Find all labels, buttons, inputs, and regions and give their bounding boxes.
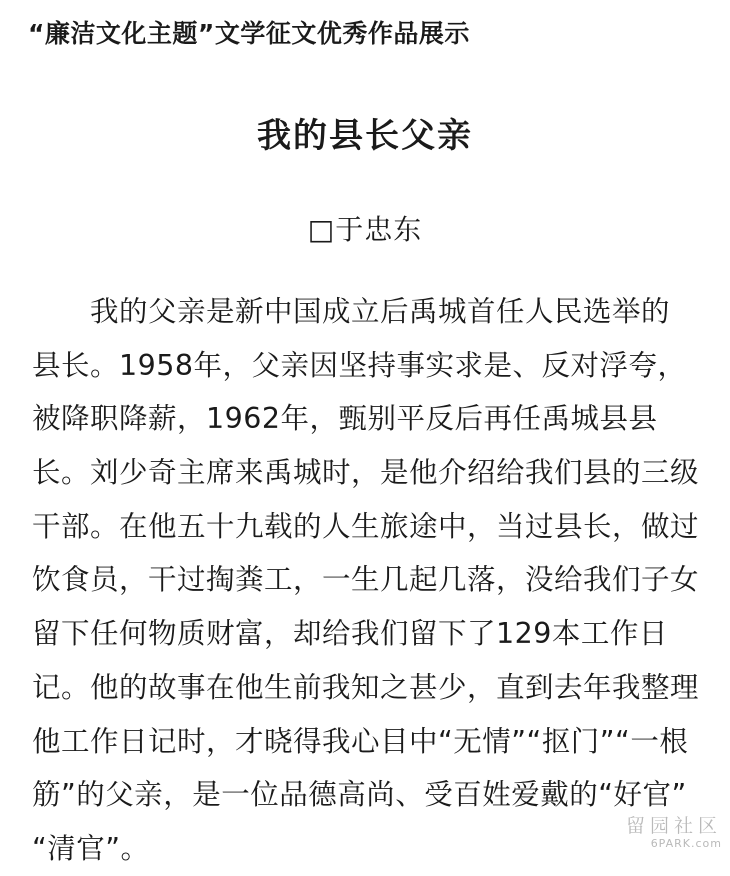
body-line: 饮食员，干过掏粪工，一生几起几落，没给我们子女 — [32, 563, 700, 597]
body-line: “清官”。 — [32, 831, 150, 865]
body-line: 长。刘少奇主席来禹城时，是他介绍给我们县的三级 — [32, 456, 700, 490]
body-line: 我的父亲是新中国成立后禹城首任人民选举的 — [90, 295, 671, 328]
article-body — [32, 285, 702, 876]
site-watermark — [626, 817, 722, 849]
body-line: 他工作日记时，才晓得我心目中“无情”“抠门”“一根 — [32, 724, 689, 758]
body-line: 留下任何物质财富，却给我们留下了129本工作日 — [32, 617, 668, 651]
article-title: 我的县长父亲 — [257, 116, 473, 156]
body-line: 干部。在他五十九载的人生旅途中，当过县长，做过 — [32, 509, 700, 543]
watermark-chinese: 留园社区 — [625, 815, 722, 837]
series-header: “廉洁文化主题”文学征文优秀作品展示 — [28, 19, 470, 48]
body-line: 记。他的故事在他生前我知之甚少，直到去年我整理 — [32, 670, 700, 704]
body-line: 县长。1958年，父亲因坚持事实求是、反对浮夸， — [32, 348, 687, 382]
author-byline: □于忠东 — [307, 213, 423, 246]
body-line: 被降职降薪，1962年，甄别平反后再任禹城县县 — [32, 402, 658, 436]
watermark-domain: 6PARK.com — [650, 837, 722, 850]
body-line: 筋”的父亲，是一位品德高尚、受百姓爱戴的“好官” — [32, 778, 687, 812]
